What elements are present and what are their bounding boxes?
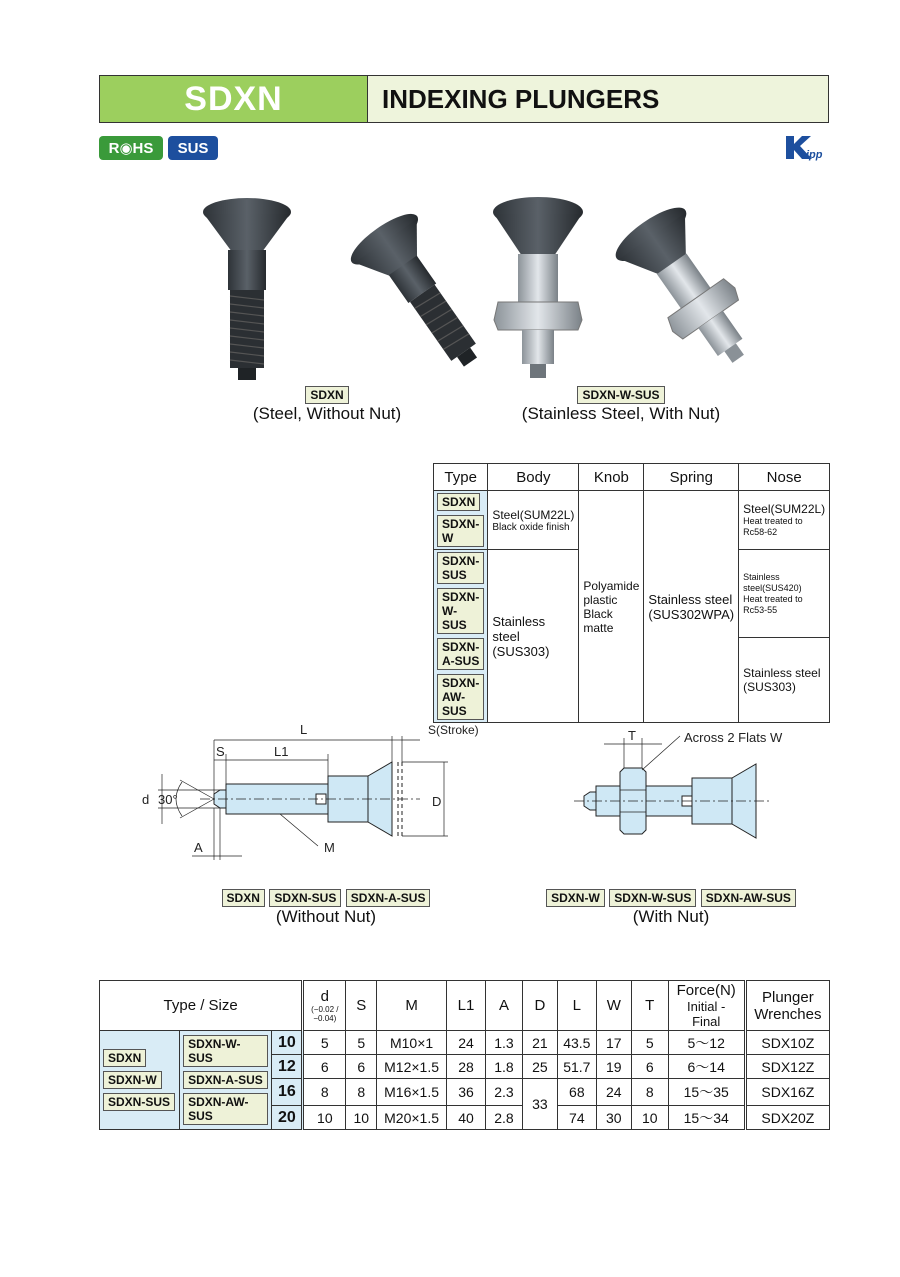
drawing-right-caption	[546, 889, 796, 927]
type-tag: SDXN	[222, 889, 265, 907]
dim-header-W: W	[596, 981, 631, 1031]
size-cell: 16	[272, 1079, 303, 1106]
knob-cell: Polyamide plastic Black matte	[579, 491, 644, 723]
type-tag: SDXN-W-SUS	[609, 889, 696, 907]
type-tag: SDXN-W-SUS	[437, 588, 484, 634]
type-tag: SDXN-SUS	[437, 552, 484, 584]
cell-M: M16×1.5	[377, 1079, 447, 1106]
type-tag: SDXN-W	[437, 515, 484, 547]
product-tag: SDXN-W-SUS	[577, 386, 664, 404]
type-cell	[434, 491, 488, 550]
dimension-table	[99, 980, 830, 1130]
type-list-2	[180, 1031, 272, 1130]
type-list-1	[100, 1031, 180, 1130]
nose-sus420-heat: Heat treated to Rc53-55	[743, 593, 803, 615]
dim-label-L: L	[300, 722, 308, 737]
nose-cell-sus420	[739, 550, 830, 638]
nose-steel: Steel(SUM22L)	[743, 502, 826, 516]
product-code: SDXN	[100, 76, 368, 122]
cell-wrench: SDX12Z	[745, 1055, 829, 1079]
cell-T: 10	[631, 1106, 668, 1130]
body-steel-finish: Black oxide finish	[492, 521, 570, 533]
nose-steel-heat: Heat treated to Rc58-62	[743, 516, 803, 537]
material-header: Knob	[579, 464, 644, 491]
rohs-badge: R◉HS	[99, 136, 163, 160]
dim-header-d-label: d	[320, 988, 329, 1005]
cell-W: 30	[596, 1106, 631, 1130]
dim-label-T: T	[628, 728, 636, 743]
cell-L: 74	[557, 1106, 596, 1130]
dim-header-d-tol: (−0.02 / −0.04)	[311, 1005, 339, 1023]
type-tag: SDXN-AW-SUS	[437, 674, 484, 720]
cell-D: 21	[522, 1031, 557, 1055]
cell-L: 51.7	[557, 1055, 596, 1079]
sdxn-w-sus-photo-angled	[609, 199, 750, 383]
dim-label-M: M	[324, 840, 335, 855]
dim-label-S: S	[216, 744, 225, 759]
dim-label-L1: L1	[274, 744, 289, 759]
cell-W: 24	[596, 1079, 631, 1106]
dim-header-L: L	[557, 981, 596, 1031]
type-tag: SDXN-W-SUS	[183, 1035, 268, 1067]
cell-D-merged: 33	[522, 1079, 557, 1130]
cell-S: 8	[346, 1079, 377, 1106]
type-tag: SDXN	[103, 1049, 146, 1067]
product-tag: SDXN	[305, 386, 348, 404]
type-tag: SDXN-W	[546, 889, 605, 907]
dim-label-d: d	[142, 792, 150, 807]
type-cell	[434, 550, 488, 723]
cell-L1: 40	[446, 1106, 485, 1130]
product-photos	[190, 190, 750, 390]
cell-T: 8	[631, 1079, 668, 1106]
size-cell: 12	[272, 1055, 303, 1079]
type-tag: SDXN-W	[103, 1071, 162, 1089]
cell-d: 6	[303, 1055, 346, 1079]
material-row-steel	[434, 491, 830, 550]
drawing-left-caption	[206, 889, 446, 927]
drawing-with-nut	[560, 724, 820, 854]
dim-header-T: T	[631, 981, 668, 1031]
dim-header-type-size: Type / Size	[100, 981, 303, 1031]
cell-force: 15～35	[668, 1079, 745, 1106]
cell-D: 25	[522, 1055, 557, 1079]
cell-d: 10	[303, 1106, 346, 1130]
dim-label-A: A	[194, 840, 203, 855]
cell-wrench: SDX10Z	[745, 1031, 829, 1055]
dim-header-force-label: Force(N)	[676, 982, 736, 999]
material-header: Spring	[644, 464, 739, 491]
dim-header-M: M	[377, 981, 447, 1031]
nose-cell-steel	[739, 491, 830, 550]
cell-A: 2.8	[485, 1106, 522, 1130]
material-header-row	[434, 464, 830, 491]
type-tag: SDXN-SUS	[103, 1093, 175, 1111]
material-header: Type	[434, 464, 488, 491]
cell-L: 68	[557, 1079, 596, 1106]
cell-L1: 24	[446, 1031, 485, 1055]
dim-label-D: D	[432, 794, 442, 809]
cell-L: 43.5	[557, 1031, 596, 1055]
cell-M: M20×1.5	[377, 1106, 447, 1130]
cell-L1: 36	[446, 1079, 485, 1106]
page-title: INDEXING PLUNGERS	[368, 76, 828, 122]
dim-header-wrench-label: Plunger	[762, 988, 814, 1006]
dim-header-D: D	[522, 981, 557, 1031]
dim-header-force	[668, 981, 745, 1031]
drawing-caption: (Without Nut)	[275, 907, 377, 926]
cell-M: M10×1	[377, 1031, 447, 1055]
cell-T: 6	[631, 1055, 668, 1079]
dim-header-S: S	[346, 981, 377, 1031]
table-row	[100, 1031, 830, 1055]
cell-wrench: SDX20Z	[745, 1106, 829, 1130]
dim-label-flats: Across 2 Flats W	[684, 730, 783, 745]
cell-A: 1.3	[485, 1031, 522, 1055]
nose-sus303: Stainless steel (SUS303)	[739, 638, 830, 723]
product-sdxn-w-sus-label	[490, 386, 752, 424]
type-tag: SDXN-AW-SUS	[183, 1093, 268, 1125]
cell-S: 10	[346, 1106, 377, 1130]
spring-cell: Stainless steel (SUS302WPA)	[644, 491, 739, 723]
product-caption: (Stainless Steel, With Nut)	[521, 404, 721, 423]
cell-L1: 28	[446, 1055, 485, 1079]
sdxn-photo-upright	[203, 198, 291, 380]
material-table	[433, 463, 830, 723]
sdxn-w-sus-photo-upright	[493, 197, 583, 378]
type-tag: SDXN	[437, 493, 480, 511]
cell-d: 5	[303, 1031, 346, 1055]
body-steel: Steel(SUM22L)	[492, 507, 575, 522]
page-header	[99, 75, 829, 123]
dim-header-force-sub: Initial - Final	[687, 999, 726, 1029]
product-caption: (Steel, Without Nut)	[252, 404, 402, 423]
dim-label-angle: 30°	[158, 792, 178, 807]
cell-force: 5～12	[668, 1031, 745, 1055]
size-cell: 10	[272, 1031, 303, 1055]
dim-label-stroke: S(Stroke)	[428, 723, 479, 737]
dim-header-A: A	[485, 981, 522, 1031]
cell-W: 17	[596, 1031, 631, 1055]
cell-W: 19	[596, 1055, 631, 1079]
product-sdxn-label	[227, 386, 427, 424]
drawing-without-nut	[130, 718, 500, 868]
dim-header-L1: L1	[446, 981, 485, 1031]
cell-S: 5	[346, 1031, 377, 1055]
cell-d: 8	[303, 1079, 346, 1106]
cell-wrench: SDX16Z	[745, 1079, 829, 1106]
body-stainless: Stainless steel (SUS303)	[488, 550, 579, 723]
sdxn-photo-angled	[344, 206, 503, 385]
material-header: Nose	[739, 464, 830, 491]
type-tag: SDXN-SUS	[269, 889, 341, 907]
type-tag: SDXN-AW-SUS	[701, 889, 796, 907]
dim-header-wrench	[745, 981, 829, 1031]
svg-text:ipp: ipp	[806, 149, 823, 161]
cell-A: 1.8	[485, 1055, 522, 1079]
cell-M: M12×1.5	[377, 1055, 447, 1079]
cell-S: 6	[346, 1055, 377, 1079]
material-header: Body	[488, 464, 579, 491]
body-cell	[488, 491, 579, 550]
cell-force: 6～14	[668, 1055, 745, 1079]
dim-header-d	[303, 981, 346, 1031]
kipp-logo	[784, 132, 830, 162]
dim-header-row	[100, 981, 830, 1031]
type-tag: SDXN-A-SUS	[437, 638, 484, 670]
sus-badge: SUS	[168, 136, 218, 160]
drawing-caption: (With Nut)	[632, 907, 710, 926]
cell-A: 2.3	[485, 1079, 522, 1106]
cell-T: 5	[631, 1031, 668, 1055]
type-tag: SDXN-A-SUS	[346, 889, 431, 907]
dim-header-wrench-sub: Wrenches	[754, 1005, 822, 1023]
nose-sus420: Stainless steel(SUS420)	[743, 571, 802, 593]
size-cell: 20	[272, 1106, 303, 1130]
type-tag: SDXN-A-SUS	[183, 1071, 268, 1089]
cell-force: 15～34	[668, 1106, 745, 1130]
